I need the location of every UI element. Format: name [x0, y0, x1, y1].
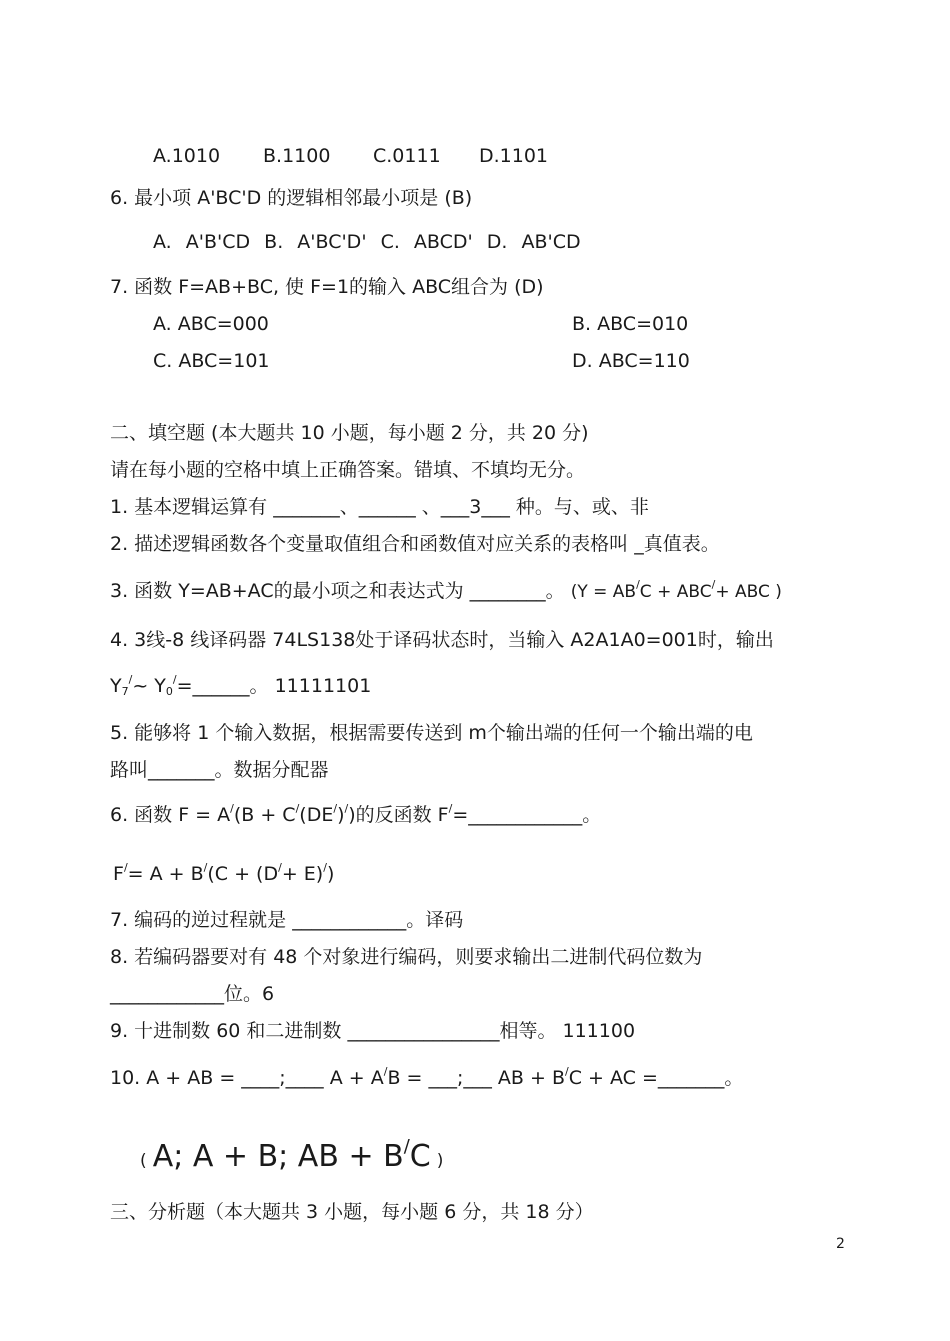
- fill-q4-line2: $Y_7^/\sim$ $Y_0^/=\_\_\_\_\_\_$。 11111101: [110, 673, 372, 698]
- fill-q8-line1: 8. 若编码器要对有 48 个对象进行编码，则要求输出二进制代码位数为: [110, 946, 703, 968]
- fill-q7: 7. 编码的逆过程就是 ____________。译码: [110, 909, 464, 931]
- fill-q3-text: 3. 函数 Y=AB+AC的最小项之和表达式为 ________。: [110, 580, 565, 602]
- fill-q6: 6. 函数 F = A/(B + C/(DE/)/)的反函数 F/=____________。: [110, 802, 602, 826]
- fill-q3-answer: (Y = AB/C + ABC/+ ABC ): [570, 578, 782, 602]
- section2-instruction: 请在每小题的空格中填上正确答案。错填、不填均无分。: [110, 459, 586, 481]
- q5-options: [153, 147, 548, 166]
- q5-option-d: D.1101: [479, 145, 549, 167]
- fill-q3: [110, 579, 782, 601]
- q5-option-b: B.1100: [263, 145, 331, 167]
- q6-options: A. A'B'CD B. A'BC'D' C. ABCD' D. AB'CD: [153, 231, 581, 253]
- fill-q5-line1: 5. 能够将 1 个输入数据，根据需要传送到 m个输出端的任何一个输出端的电: [110, 722, 753, 744]
- section3-title: 三、分析题（本大题共 3 小题，每小题 6 分，共 18 分）: [110, 1201, 594, 1223]
- fill-q4-line1: 4. 3线-8 线译码器 74LS138处于译码状态时，当输入 A2A1A0=001时，输出: [110, 629, 774, 651]
- q6-stem: 6. 最小项 A'BC'D 的逻辑相邻最小项是 (B): [110, 187, 473, 209]
- q7-option-a: A. ABC=000: [153, 313, 269, 335]
- q7-stem: 7. 函数 F=AB+BC, 使 F=1的输入 ABC组合为 (D): [110, 276, 544, 298]
- page-number: 2: [836, 1236, 845, 1252]
- fill-q8-line2: ____________位。6: [110, 983, 275, 1005]
- fill-q2: 2. 描述逻辑函数各个变量取值组合和函数值对应关系的表格叫 _真值表。: [110, 533, 720, 555]
- fill-q9: 9. 十进制数 60 和二进制数 ________________相等。 111100: [110, 1020, 636, 1042]
- q7-option-d: D. ABC=110: [572, 350, 690, 372]
- fill-q10-answer: ( A; A + B; AB + B/C ): [140, 1136, 444, 1174]
- q7-option-b: B. ABC=010: [572, 313, 689, 335]
- fill-q5-line2: 路叫_______。数据分配器: [110, 759, 329, 781]
- q5-option-a: A.1010: [153, 145, 221, 167]
- fill-q6-answer: F/= A + B/(C + (D/+ E)/): [113, 861, 335, 885]
- q7-option-c: C. ABC=101: [153, 350, 270, 372]
- fill-q10: 10. A + AB = ____;____ A + A/B = ___;___ AB + B/C + AC =_______。: [110, 1065, 744, 1089]
- section2-title: 二、填空题 (本大题共 10 小题，每小题 2 分，共 20 分): [110, 422, 589, 444]
- q5-option-c: C.0111: [373, 145, 441, 167]
- fill-q1: 1. 基本逻辑运算有 _______、______ 、___3___ 种。与、或、非: [110, 496, 649, 518]
